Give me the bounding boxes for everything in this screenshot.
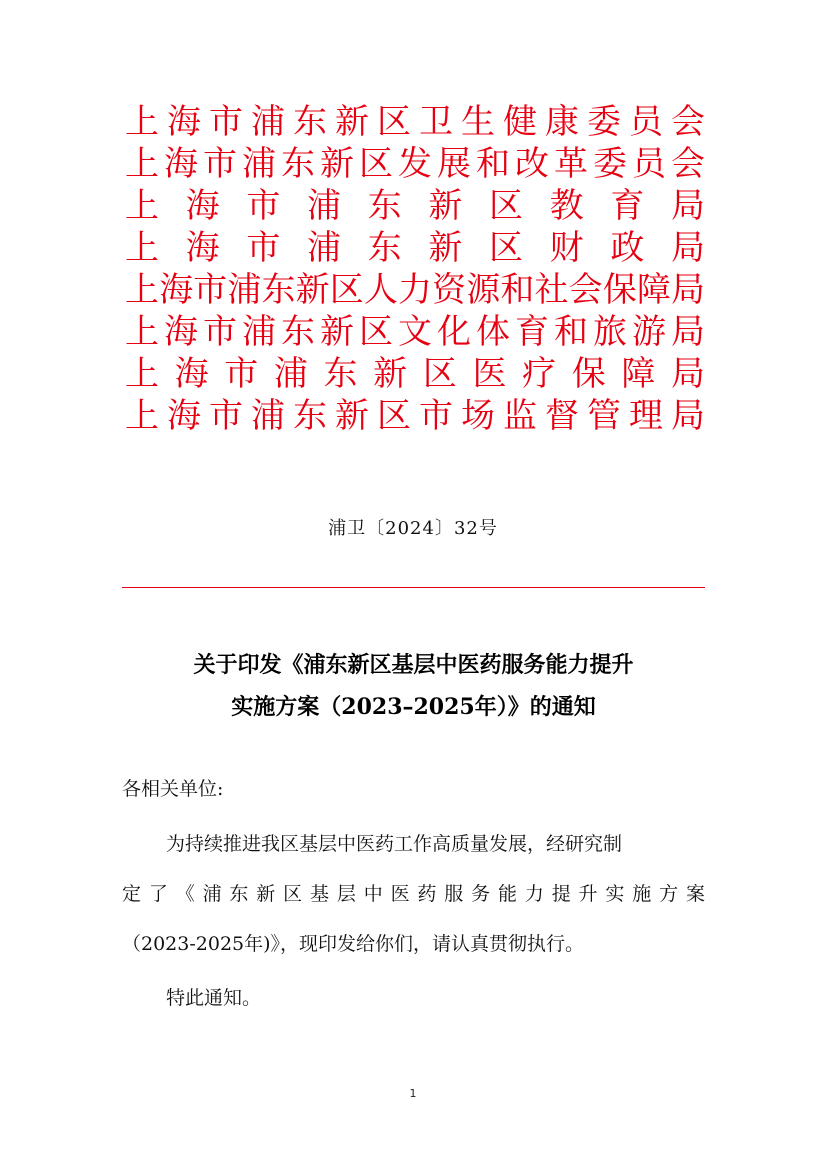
closing-remark: 特此通知。 [166, 987, 262, 1009]
body-paragraph-line-1: 为持续推进我区基层中医药工作高质量发展，经研究制 [166, 833, 623, 855]
body-paragraph-line-2: 定了《浦东新区基层中医药服务能力提升实施方案 [122, 883, 705, 905]
body-paragraph-line-3: （2023-2025年)》，现印发给你们，请认真贯彻执行。 [122, 933, 585, 955]
agency-development-reform-commission: 上海市浦东新区发展和改革委员会 [125, 144, 705, 184]
page-number: 1 [409, 1087, 417, 1100]
header-divider [122, 587, 705, 588]
agency-market-supervision-bureau: 上海市浦东新区市场监督管理局 [125, 396, 705, 436]
salutation: 各相关单位: [122, 778, 224, 800]
agency-health-commission: 上海市浦东新区卫生健康委员会 [125, 102, 705, 142]
agency-culture-tourism-bureau: 上海市浦东新区文化体育和旅游局 [125, 312, 705, 352]
agency-human-resources-bureau: 上海市浦东新区人力资源和社会保障局 [125, 270, 705, 310]
agency-education-bureau: 上海市浦东新区教育局 [125, 186, 705, 226]
issuing-agencies-list [125, 101, 705, 437]
document-number: 浦卫〔2024〕32号 [328, 518, 498, 539]
notice-title-line-2: 实施方案（2023–2025年）》的通知 [231, 694, 596, 720]
agency-medical-insurance-bureau: 上海市浦东新区医疗保障局 [125, 354, 705, 394]
agency-finance-bureau: 上海市浦东新区财政局 [125, 228, 705, 268]
notice-title-line-1: 关于印发《浦东新区基层中医药服务能力提升 [193, 652, 634, 678]
